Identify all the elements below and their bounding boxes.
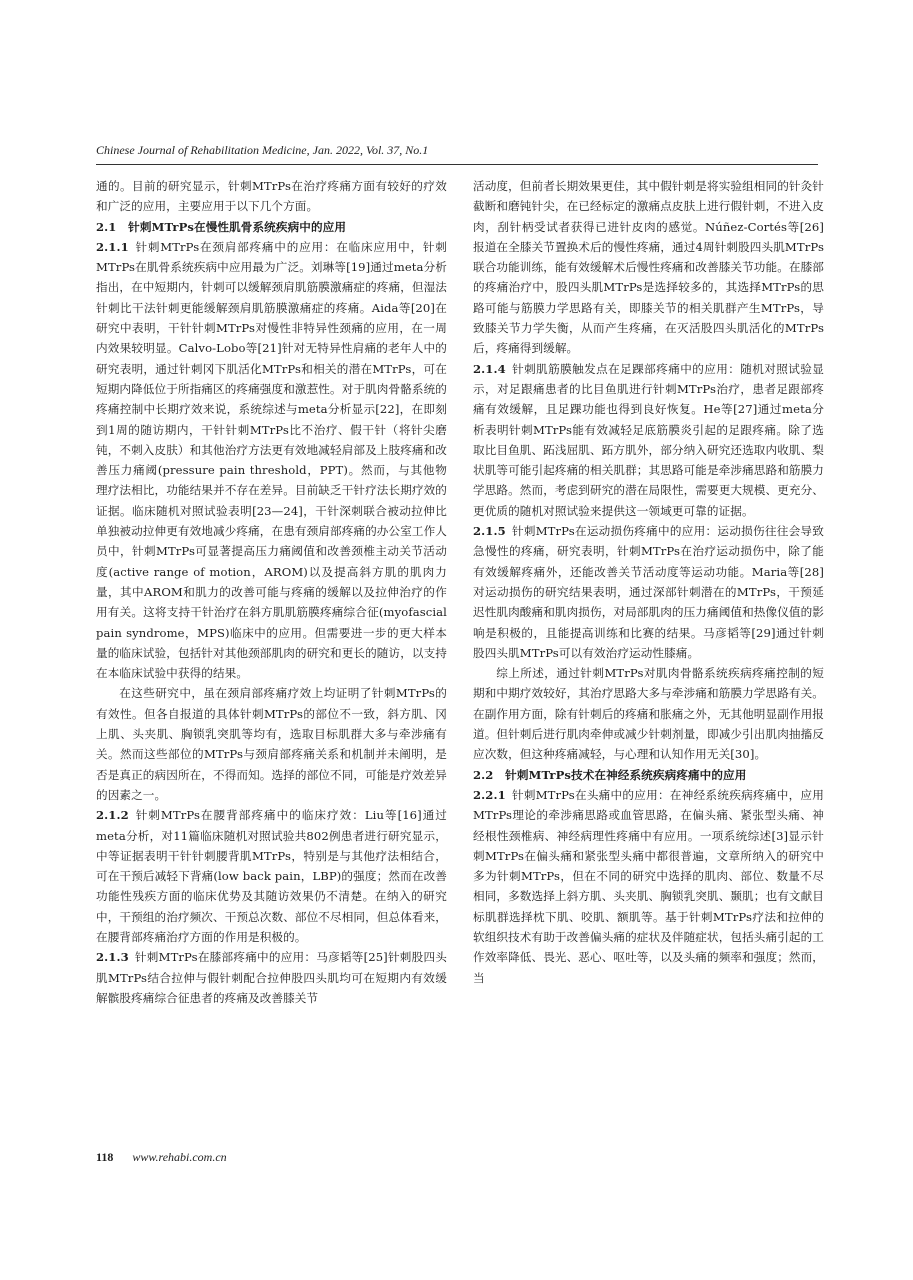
left-column — [96, 176, 447, 1008]
section-heading: 2.2 针刺MTrPs技术在神经系统疾病疼痛中的应用 — [473, 767, 747, 782]
paragraph-text: 在这些研究中，虽在颈肩部疼痛疗效上均证明了针刺MTrPs的有效性。但各自报道的具体针刺MTrPs的部位不一致，斜方肌、冈上肌、头夹肌、胸锁乳突肌等均有，选取目标肌群大多与牵涉痛有关。然而这些部位的MTrPs与颈肩部疼痛关系和机制并未阐明，是否是真正的病因所在，不得而知。选择的部位不同，可能是疗效差异的因素之一。 — [96, 686, 447, 802]
paragraph — [96, 176, 447, 217]
paragraph — [96, 947, 447, 1008]
right-column — [473, 176, 824, 988]
paragraph-text: 活动度，但前者长期效果更佳，其中假针刺是将实验组相同的针灸针截断和磨钝针尖，在已经标定的激痛点皮肤上进行假针刺，不进入皮肉，刮针柄受试者获得已进针皮肉的感觉。Núñez-Cortés等[26]报道在全膝关节置换术后的慢性疼痛，通过4周针刺股四头肌MTrPs联合功能训练，能有效缓解术后慢性疼痛和改善膝关节功能。在膝部的疼痛治疗中，股四头肌MTrPs是选择较多的，其选择MTrPs的思路可能与筋膜力学思路有关，即膝关节的相关肌群产生MTrPs，导致膝关节力学失衡，从而产生疼痛，在灭活股四头肌活化的MTrPs后，疼痛得到缓解。 — [473, 179, 824, 356]
paragraph-text: 针刺MTrPs在头痛中的应用：在神经系统疾病疼痛中，应用MTrPs理论的牵涉痛思路或血管思路，在偏头痛、紧张型头痛、神经根性颈椎病、神经病理性疼痛中有应用。一项系统综述[3]显示针刺MTrPs在偏头痛和紧张型头痛中都很普遍，文章所纳入的研究中多为针刺MTrPs，但在不同的研究中选择的肌肉、部位、数量不尽相同，多数选择上斜方肌、头夹肌、胸锁乳突肌、颞肌；也有文献目标肌群选择枕下肌、咬肌、额肌等。基于针刺MTrPs疗法和拉伸的软组织技术有助于改善偏头痛的症状及伴随症状，包括头痛引起的工作效率降低、畏光、恶心、呕吐等，以及头痛的频率和强度；然而，当 — [473, 787, 824, 985]
paragraph — [473, 663, 824, 764]
paragraph — [473, 359, 824, 521]
paragraph-text: 通的。目前的研究显示，针刺MTrPs在治疗疼痛方面有较好的疗效和广泛的应用，主要应用于以下几个方面。 — [96, 179, 447, 214]
paragraph — [473, 521, 824, 663]
paragraph-text: 针刺MTrPs在运动损伤疼痛中的应用：运动损伤往往会导致急慢性的疼痛，研究表明，针刺MTrPs在治疗运动损伤中，除了能有效缓解疼痛外，还能改善关节活动度等运动功能。Maria等[28]对运动损伤的研究结果表明，通过深部针刺潜在的MTrPs，干预延迟性肌肉酸痛和肌肉损伤，对局部肌肉的压力痛阈值和热像仪值的影响是积极的，且能提高训练和比赛的结果。马彦韬等[29]通过针刺股四头肌MTrPs可以有效治疗运动性膝痛。 — [473, 524, 824, 660]
paragraph-text: 针刺MTrPs在腰背部疼痛中的临床疗效：Liu等[16]通过meta分析，对11篇临床随机对照试验共802例患者进行研究显示，中等证据表明干针针刺腰背肌MTrPs，特别是与其他疗法相结合，可在干预后减轻下背痛(low back pain，LBP)的强度；然而在改善功能性残疾方面的临床优势及其随访效果仍不清楚。在纳入的研究中，干预组的治疗频次、干预总次数、部位不尽相同，但总体看来，在腰背部疼痛治疗方面的作用是积极的。 — [96, 808, 447, 944]
page-number: 118 — [96, 1150, 114, 1164]
journal-header: Chinese Journal of Rehabilitation Medicine, Jan. 2022, Vol. 37, No.1 — [96, 143, 429, 157]
paragraph — [473, 176, 824, 359]
paragraph — [96, 683, 447, 805]
paragraph-text: 针刺肌筋膜触发点在足踝部疼痛中的应用：随机对照试验显示，对足跟痛患者的比目鱼肌进行针刺MTrPs治疗，患者足跟部疼痛有效缓解，且足踝功能也得到良好恢复。He等[27]通过meta分析表明针刺MTrPs能有效减轻足底筋膜炎引起的足跟疼痛。除了选取比目鱼肌、跖浅屈肌、跖方肌外，部分纳入研究还选取内收肌、梨状肌等可能引起疼痛的相关肌群；其思路可能是牵涉痛思路和筋膜力学思路。然而，考虑到研究的潜在局限性，需要更大规模、更充分、更优质的随机对照试验来提供这一领域更可靠的证据。 — [473, 361, 824, 518]
paragraph-text: 针刺MTrPs在颈肩部疼痛中的应用：在临床应用中，针刺MTrPs在肌骨系统疾病中应用最为广泛。刘琳等[19]通过meta分析指出，在中短期内，针刺可以缓解颈肩肌筋膜激痛症的疼痛，但湿法针刺比干法针刺更能缓解颈肩肌筋膜激痛症的疼痛。Aida等[20]在研究中表明，干针针刺MTrPs对慢性非特异性颈痛的应用，在一周内效果较明显。Calvo-Lobo等[21]针对无特异性肩痛的老年人中的研究表明，通过针刺冈下肌活化MTrPs和相关的潜在MTrPs，可在短期内降低位于所指痛区的疼痛强度和激惹性。对于肌肉骨骼系统的疼痛控制中长期疗效来说，系统综述与meta分析显示[22]，在即刻到1周的随访期内，干针针刺MTrPs比不治疗、假干针（将针尖磨钝，不刺入皮肤）和其他治疗方法更有效地减轻肩部及上肢疼痛和改善压力痛阈(pressure pain threshold，PPT)。然而，与其他物理疗法相比，功能结果并不存在差异。目前缺乏干针疗法长期疗效的证据。临床随机对照试验表明[23—24]，干针深刺联合被动拉伸比单独被动拉伸更有效地减少疼痛，在患有颈肩部疼痛的办公室工作人员中，针刺MTrPs可显著提高压力痛阈值和改善颈椎主动关节活动度(active range of motion，AROM)以及提高斜方肌的肌肉力量，其中AROM和肌力的改善可能与疼痛的缓解以及拉伸治疗的作用有关。这将支持干针治疗在斜方肌肌筋膜疼痛综合征(myofascial pain syndrome，MPS)临床中的应用。但需要进一步的更大样本量的临床试验，包括针对其他颈部肌肉的研究和更长的随访，以支持在本临床试验中获得的结果。 — [96, 239, 447, 681]
subsection-number: 2.1.2 — [96, 808, 129, 823]
section-heading: 2.1 针刺MTrPs在慢性肌骨系统疾病中的应用 — [96, 219, 347, 234]
paragraph — [473, 785, 824, 988]
paragraph-text: 综上所述，通过针刺MTrPs对肌肉骨骼系统疾病疼痛控制的短期和中期疗效较好，其治疗思路大多与牵涉痛和筋膜力学思路有关。在副作用方面，除有针刺后的疼痛和胀痛之外，无其他明显副作用报道。但针刺后进行肌肉牵伸或减少针刺剂量，即减少引出肌肉抽搐反应次数，但这种疼痛减轻，与心理和认知作用无关[30]。 — [473, 666, 824, 762]
subsection-number: 2.1.3 — [96, 950, 129, 965]
paragraph — [96, 237, 447, 684]
footer-url: www.rehabi.com.cn — [132, 1150, 227, 1164]
page-footer — [96, 1150, 227, 1165]
paragraph — [96, 805, 447, 947]
subsection-number: 2.1.4 — [473, 361, 506, 376]
header-rule — [96, 164, 818, 165]
paragraph-text: 针刺MTrPs在膝部疼痛中的应用：马彦韬等[25]针刺股四头肌MTrPs结合拉伸与假针刺配合拉伸股四头肌均可在短期内有效缓解髌股疼痛综合征患者的疼痛及改善膝关节 — [96, 950, 447, 1005]
subsection-number: 2.1.1 — [96, 239, 129, 254]
subsection-number: 2.2.1 — [473, 787, 506, 802]
subsection-number: 2.1.5 — [473, 524, 506, 539]
